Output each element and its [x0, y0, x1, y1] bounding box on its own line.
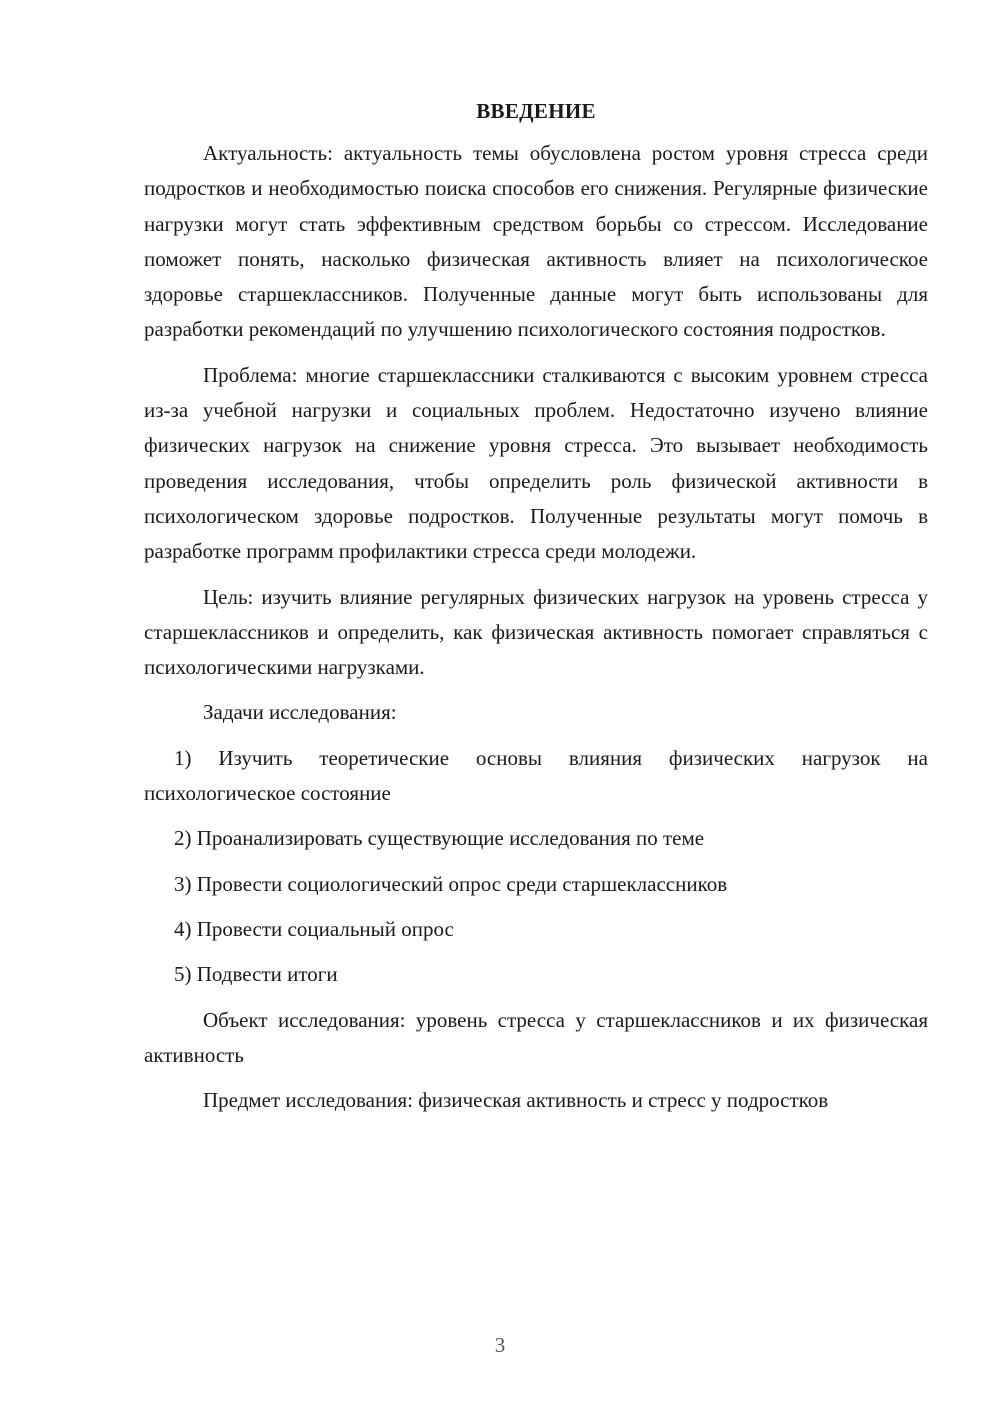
document-body: [144, 96, 928, 1128]
task-item-2: 2) Проанализировать существующие исследования по теме: [174, 826, 705, 851]
problem-paragraph: Проблема: многие старшеклассники сталкиваются с высоким уровнем стресса из-за учебной нагрузки и социальных проблем. Недостаточно изучено влияние физических нагрузок на снижение уровня стресса. Это вызывает необходимость проведения исследования, чтобы определить роль физической активности в психологическом здоровье подростков. Полученные результаты могут помочь в разработке программ профилактики стресса среди молодежи.: [144, 362, 928, 564]
task-item-5: 5) Подвести итоги: [174, 962, 338, 987]
tasks-heading: Задачи исследования:: [203, 700, 397, 725]
task-item-4: 4) Провести социальный опрос: [174, 916, 454, 941]
relevance-paragraph: Актуальность: актуальность темы обусловлена ростом уровня стресса среди подростков и необходимостью поиска способов его снижения. Регулярные физические нагрузки могут стать эффективным средством борьбы со стрессом. Исследование поможет понять, насколько физическая активность влияет на психологическое здоровье старшеклассников. Полученные данные могут быть использованы для разработки рекомендаций по улучшению психологического состояния подростков.: [144, 141, 928, 342]
page-number: 3: [494, 1333, 506, 1357]
task-item-1: 1) Изучить теоретические основы влияния физических нагрузок на психологическое состояние: [144, 745, 928, 806]
task-item-3: 3) Провести социологический опрос среди старшеклассников: [174, 871, 728, 896]
page-title: ВВЕДЕНИЕ: [476, 99, 596, 123]
object-paragraph: Объект исследования: уровень стресса у старшеклассников и их физическая активность: [144, 1007, 928, 1067]
subject-paragraph: Предмет исследования: физическая активность и стресс у подростков: [203, 1088, 829, 1113]
goal-paragraph: Цель: изучить влияние регулярных физических нагрузок на уровень стресса у старшеклассников и определить, как физическая активность помогает справляться с психологическими нагрузками.: [144, 584, 928, 680]
